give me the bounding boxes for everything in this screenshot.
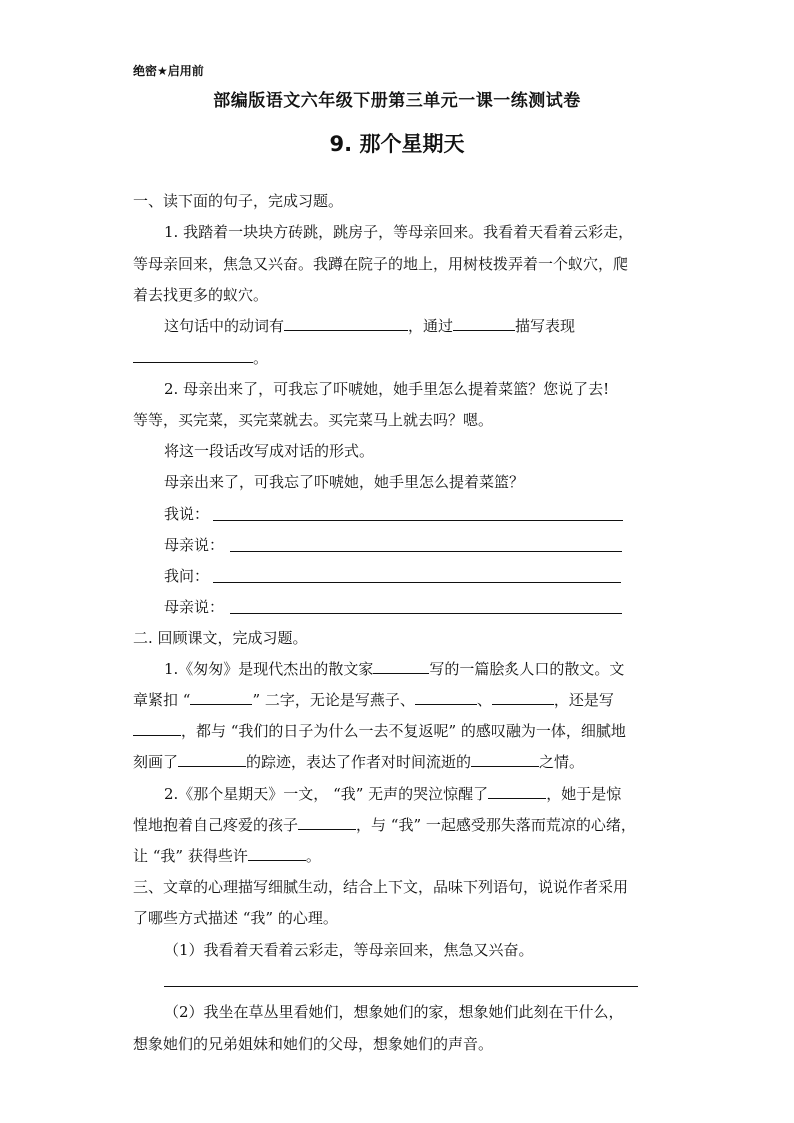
confidential-label: 绝密★启用前 (133, 64, 204, 78)
speaker-label: 母亲说： (164, 536, 225, 554)
exam-title: 部编版语文六年级下册第三单元一课一练测试卷 (213, 91, 581, 111)
s3-item1: （1）我看着天看着云彩走，等母亲回来，焦急又兴奋。 (164, 941, 534, 959)
prompt-text: 章紧扣 “ (133, 691, 191, 709)
answer-line[interactable] (213, 582, 621, 583)
answer-blank[interactable] (284, 316, 408, 331)
s1-q1-line3: 着去找更多的蚁穴。 (133, 286, 269, 304)
s1-q1-line1: 1. 我踏着一块块方砖跳，跳房子，等母亲回来。我看着天看着云彩走， (164, 223, 634, 241)
prompt-text: ” 二字，无论是写燕子、 (252, 691, 415, 709)
answer-blank[interactable] (492, 690, 554, 705)
prompt-text: ，她于是惊 (546, 785, 622, 803)
prompt-text: 、 (476, 691, 492, 709)
prompt-text: 的踪迹，表达了作者对时间流逝的 (246, 753, 472, 771)
prompt-text: 描写表现 (515, 317, 576, 335)
prompt-text: 。 (253, 349, 269, 367)
speaker-label: 母亲说： (164, 598, 225, 616)
prompt-text: 2.《那个星期天》一文， “我” 无声的哭泣惊醒了 (164, 785, 489, 803)
s1-q1-prompt (164, 316, 575, 336)
s2-q1-line4 (133, 752, 584, 772)
answer-blank[interactable] (133, 348, 253, 363)
s2-q2-line2 (133, 815, 636, 835)
s3-item2-line2: 想象她们的兄弟姐妹和她们的父母，想象她们的声音。 (133, 1035, 494, 1053)
prompt-text: 之情。 (539, 753, 585, 771)
answer-blank[interactable] (373, 659, 429, 674)
prompt-text: 写的一篇脍炙人口的散文。文 (429, 660, 625, 678)
answer-blank[interactable] (415, 690, 477, 705)
s1-q2-given: 母亲出来了，可我忘了吓唬她，她手里怎么提着菜篮？ (164, 473, 525, 491)
s2-q2-line1 (164, 784, 621, 804)
prompt-text: ，还是写 (553, 691, 614, 709)
s1-q2-line1: 2. 母亲出来了，可我忘了吓唬她，她手里怎么提着菜篮？您说了去! (164, 380, 610, 398)
prompt-text: 1.《匆匆》是现代杰出的散文家 (164, 660, 374, 678)
prompt-text: ，与 “我” 一起感受那失落而荒凉的心绪， (356, 816, 636, 834)
section3-heading-line2: 了哪些方式描述 “我” 的心理。 (133, 909, 338, 927)
prompt-text: ，通过 (408, 317, 454, 335)
s1-q1-line2: 等母亲回来，焦急又兴奋。我蹲在院子的地上，用树枝拨弄着一个蚁穴，爬 (133, 255, 629, 273)
speaker-label: 我问： (164, 567, 210, 585)
s2-q1-line3 (133, 721, 626, 741)
prompt-text: 。 (305, 847, 321, 865)
s1-q2-instruction: 将这一段话改写成对话的形式。 (164, 442, 375, 460)
answer-line[interactable] (230, 551, 622, 552)
answer-line[interactable] (213, 520, 623, 521)
speaker-label: 我说： (164, 505, 210, 523)
lesson-title: 9. 那个星期天 (329, 132, 465, 156)
answer-blank[interactable] (133, 721, 181, 736)
prompt-text: 这句话中的动词有 (164, 317, 285, 335)
answer-blank[interactable] (190, 690, 252, 705)
s2-q2-line3 (133, 846, 321, 866)
answer-blank[interactable] (248, 846, 306, 861)
answer-blank[interactable] (298, 815, 356, 830)
s2-q1-line1 (164, 659, 624, 679)
prompt-text: 刻画了 (133, 753, 179, 771)
prompt-text: 惶地抱着自己疼爱的孩子 (133, 816, 299, 834)
answer-blank[interactable] (453, 316, 515, 331)
s3-item2-line1: （2）我坐在草丛里看她们，想象她们的家，想象她们此刻在干什么， (164, 1003, 624, 1021)
answer-line[interactable] (164, 986, 638, 987)
section2-heading: 二. 回顾课文，完成习题。 (133, 629, 308, 647)
answer-blank[interactable] (488, 784, 546, 799)
prompt-text: ，都与 “我们的日子为什么一去不复返呢” 的感叹融为一体，细腻地 (181, 722, 626, 740)
prompt-text: 让 “我” 获得些许 (133, 847, 248, 865)
s2-q1-line2 (133, 690, 614, 710)
answer-line[interactable] (230, 613, 622, 614)
section3-heading-line1: 三、文章的心理描写细腻生动，结合上下文，品味下列语句，说说作者采用 (133, 878, 629, 896)
answer-blank[interactable] (471, 752, 539, 767)
s1-q1-prompt-end (133, 348, 268, 368)
answer-blank[interactable] (178, 752, 246, 767)
s1-q2-line2: 等等，买完菜，买完菜就去。买完菜马上就去吗？嗯。 (133, 411, 494, 429)
section1-heading: 一、读下面的句子，完成习题。 (133, 192, 344, 210)
